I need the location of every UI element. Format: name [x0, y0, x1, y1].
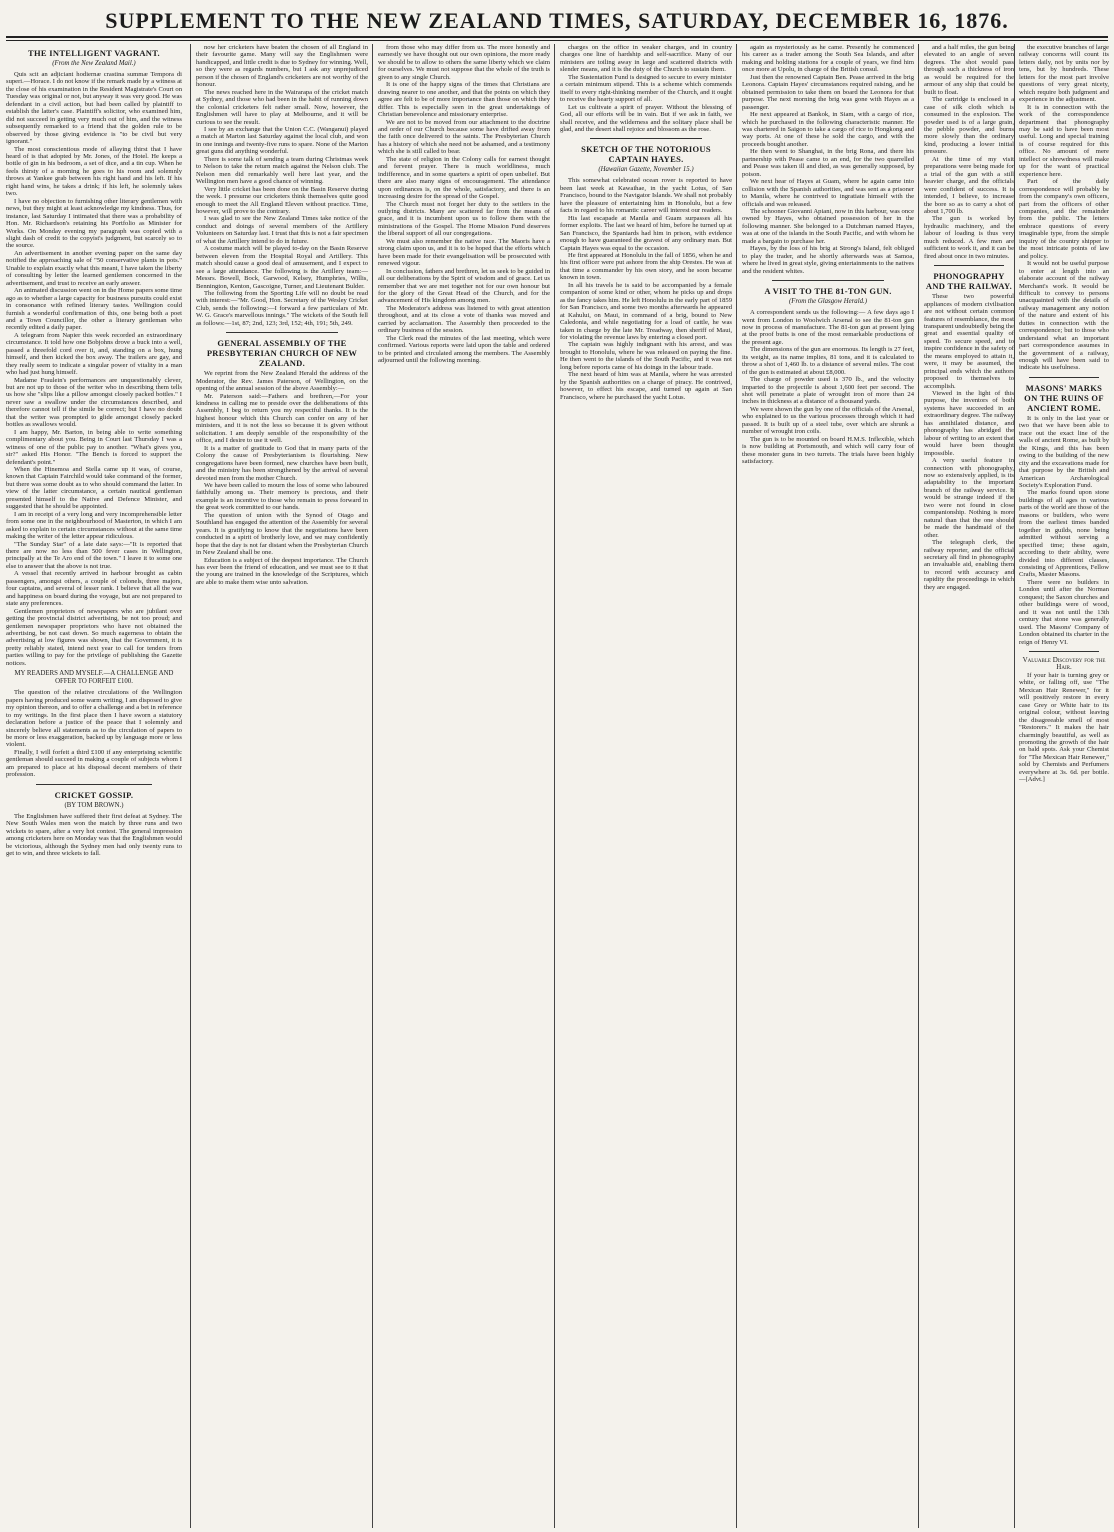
paragraph: We reprint from the New Zealand Herald the address of the Moderator, the Rev. James Paterson, of Wellington, on the opening of the annual session of the above Assembly:— — [196, 370, 368, 393]
paragraph: The gun is to be mounted on board H.M.S. Inflexible, which is now building at Portsmouth, and which will carry four of these monster guns in two turrets. The trials have been highly satisfactory. — [742, 435, 914, 466]
paragraph: We have been called to mourn the loss of some who laboured faithfully among us. Their memory is precious, and their example is an incentive to those who remain to press forward in the great work committed to our hands. — [196, 482, 368, 512]
paragraph: Quis scit an adjiciant hodiernæ crastina summæ Tempora di superi.—Horace. I do not know if the remark made by a witness at the close of his examination in the Resident Magistrate's Court on Tuesday was original or not, but anyway it was very good. He was defendant in a civil action, but had been called by plaintiff to establish the latter's case. Plaintiff's solicitor, who examined him, did not succeed in getting very much out of him, and the witness subsequently remarked to a friend that the golden rule to be observed by those giving evidence is "to be civil but very ignorant." — [6, 71, 182, 146]
article-byline: (BY TOM BROWN.) — [64, 801, 124, 809]
paragraph: In conclusion, fathers and brethren, let us seek to be guided in all our deliberations by the Spirit of wisdom and of grace. Let us remember that we are met together not for our own honour but for the glory of the Great Head of the Church, and for the advancement of His kingdom among men. — [378, 267, 550, 305]
paragraph: A costume match will be played to-day on the Basin Reserve between eleven from the Hospital Royal and Artillery. This match should cause a good deal of amusement, and I expect to see a large attendance. The following is the Artillery team:—Messrs. Bowell, Bock, Garwood, Kelsey, Humphries, Willis, Bennington, Kenton, Gascoigne, Turner, and Lieutenant Bulder. — [196, 245, 368, 290]
paragraph: He first appeared at Honolulu in the fall of 1856, when he and his first officer were put ashore from the ship Orestes. He was at that time a commander by his own story, and he soon became known in town. — [560, 251, 732, 282]
paragraph: His last escapade at Manila and Guam surpasses all his former exploits. The last we heard of him, before he turned up at San Francisco, the Spaniards had him in prison, with evidence enough to have guaranteed the gravest of any ordinary man. But Captain Hayes was equal to the occasion. — [560, 214, 732, 252]
paragraph: The telegraph clerk, the railway reporter, and the official secretary all find in phonography an invaluable aid, enabling them to record with accuracy and rapidity the proceedings in which they are engaged. — [924, 539, 1014, 591]
paragraph: A telegram from Napier this week recorded an extraordinary circumstance. It told how one Bobjohns drove a buck into a well, passed a threefold cord over it, and, standing on a box, hung himself, and then kicked the box away. The trailers are gay, and they really seem to indicate a singular power of vitality in a man who had just hung himself. — [6, 331, 182, 377]
paragraph: I have no objection to furnishing other literary gentlemen with news, but they might at least acknowledge my kindness. Thus, for instance, last Saturday I intimated that there was a probability of Hon. Mr. Richardson's retaining his Portfolio as Minister for Works. On Monday evening my paragraph was copied with a slight dash of credit to the copyist's judgment, but scarcely so to the source. — [6, 197, 182, 250]
paragraph: The cartridge is enclosed in a case of silk cloth which is consumed in the explosion. The powder used is of a large grain, the pebble powder, and burns more slowly than the ordinary kind, producing a lower initial pressure. — [924, 96, 1014, 156]
paragraph: It is in connection with the work of the correspondence department that phonography may be said to have been most useful. Long and special training is of course required for this office. No amount of mere intellect or shrewdness will make up for the want of practical experience here. — [1019, 103, 1109, 178]
paragraph: The schooner Giovanni Apiani, now in this harbour, was once owned by Hayes, who obtained possession of her in the following manner. She belonged to a Dutchman named Hayes, was at one of the islands in the South Pacific, and with whom he made a bargain to purchase her. — [742, 207, 914, 245]
paragraph: This somewhat celebrated ocean rover is reported to have been last week at Kawaihae, in the yacht Lotus, of San Francisco, bound to the Navigator Islands. We shall not probably have the pleasure of entertaining him in Honolulu, but a few facts in regard to his romantic career will interest our readers. — [560, 177, 732, 215]
article-heading: SKETCH OF THE NOTORIOUS CAPTAIN HAYES. — [581, 144, 711, 165]
paragraph: A correspondent sends us the following:— A few days ago I went from London to Woolwich Arsenal to see the 81-ton gun now in process of manufacture. The 81-ton gun at present lying at the proof butts is one of the most remarkable productions of the present age. — [742, 309, 914, 346]
paragraph: We were shown the gun by one of the officials of the Arsenal, who explained to us the various processes through which it had passed. It is built up of a steel tube, over which are shrunk a number of wrought iron coils. — [742, 405, 914, 436]
paragraph: I am in receipt of a very long and very incomprehensible letter from some one in the neighbourhood of Masterton, in which I am asked to explain to certain circumstances without at the same time making the writer of the letter appear ridiculous. — [6, 510, 182, 541]
paragraph: Gentlemen proprietors of newspapers who are jubilant over getting the provincial district advertising, be not too proud; and gentlemen newspaper proprietors who have not obtained the advertising, be not cast down. So much eagerness to obtain the advertising at low figures was shown, that the Government, it is pretty reliably stated, intend next year to call for tenders from parties willing to pay for the privilege of publishing the Gazette notices. — [6, 607, 182, 667]
divider — [590, 138, 702, 139]
paragraph: It is only in the last year or two that we have been able to trace out the exact line of the walls of ancient Rome, as built by the Kings, and this has been owing to the building of the new city and the excavations made for that purpose by the British and American Archæological Society's Exploration Fund. — [1019, 414, 1109, 490]
article-source: (Hawaiian Gazette, November 15.) — [598, 166, 694, 174]
paragraph: A very useful feature in connection with phonography, now so extensively applied, is its adaptability to the important branch of the railway service. It would be strange indeed if the two were not found in close companionship. Nothing is more natural than that the one should be made the handmaid of the other. — [924, 457, 1014, 539]
article-heading: THE INTELLIGENT VAGRANT. — [28, 48, 160, 58]
divider — [772, 280, 884, 281]
masthead-title: SUPPLEMENT TO THE NEW ZEALAND TIMES, SATURDAY, DECEMBER 16, 1876. — [105, 8, 1009, 33]
paragraph: At the time of my visit preparations were being made for a trial of the gun with a still heavier charge, and the officials were confident of success. It is intended, I believe, to increase the bore so as to carry a shot of about 1,700 lb. — [924, 155, 1014, 215]
article-heading: CRICKET GOSSIP. — [54, 789, 134, 800]
article-heading: MASONS' MARKS ON THE RUINS OF ANCIENT ROME. — [1024, 382, 1104, 413]
paragraph: Finally, I will forfeit a third £100 if any enterprising scientific gentleman should succeed in making a couple of subjects whom I am prepared to place at his disposal decent members of their profession. — [6, 748, 182, 779]
paragraph: Just then the renowned Captain Ben. Pease arrived in the brig Leonora. Captain Hayes' circumstances required raising, and he obtained permission to take them on board the Leonora for that purpose. The next morning the brig was gone with Hayes as a passenger. — [742, 73, 914, 111]
divider — [1029, 651, 1099, 652]
paragraph: The marks found upon stone buildings of all ages in various parts of the world are those of the masons or builders, who were from the earliest times banded together in guilds, none being admitted without serving a specified time; these again, according to their ability, were divided into different classes, consisting of Apprentices, Fellow Crafts, Master Masons. — [1019, 489, 1109, 579]
paragraph: The Clerk read the minutes of the last meeting, which were confirmed. Various reports were laid upon the table and ordered to be printed and circulated among the members. The Assembly adjourned until the following morning. — [378, 334, 550, 365]
paragraph: Madame Fraulein's performances are unquestionably clever, but are not up to those of the writer who in describing them tells us how she "slips like a pillow amongst closely packed bottles." I never saw a swallow under the circumstances described, and therefore cannot tell if the simile be correct; but I have no doubt that the writer was prompted to glide amongst closely packed bottles as swallows would. — [6, 376, 182, 429]
paragraph: The captain was highly indignant with his arrest, and was brought to Honolulu, where he was released on paying the fine. He then went to the islands of the South Pacific, and it was not long before reports came of his doings in the labour trade. — [560, 341, 732, 371]
article-source: (From the New Zealand Mail.) — [52, 60, 136, 67]
paragraph: The most conscientious mode of allaying thirst that I have heard of is that adopted by Mr. Jones, of the Hotel. He keeps a bottle of gin in his bedroom, a set of dice, and a tin cup. When he feels thirsty of a morning he goes to his room and solemnly throws at Yankee grab between his right hand and his left. If his right hand wins, he takes a drink; if his left, he solemnly takes two. — [6, 145, 182, 198]
paragraph: The Sustentation Fund is designed to secure to every minister a certain minimum stipend. This is a scheme which commends itself to every right-thinking member of the Church, and it ought to receive the hearty support of all. — [560, 73, 732, 104]
column-7 — [1014, 44, 1109, 1528]
paragraph: We are not to be moved from our attachment to the doctrine and order of our Church because some have drifted away from the faith once delivered to the saints. The Presbyterian Church has a history of which she need not be ashamed, and a testimony which she is still called to bear. — [378, 118, 550, 156]
paragraph: The charge of powder used is 370 lb., and the velocity imparted to the projectile is about 1,600 feet per second. The shot will penetrate a plate of wrought iron of more than 24 inches in thickness at a distance of a thousand yards. — [742, 376, 914, 406]
column-2 — [190, 44, 368, 1528]
paragraph: The next heard of him was at Manila, where he was arrested by the Spanish authorities on a charge of piracy. He contrived, however, to effect his escape, and turned up again at San Francisco, where he purchased the yacht Lotus. — [560, 371, 732, 401]
article-source: (From the Glasgow Herald.) — [789, 298, 867, 306]
paragraph: Viewed in the light of this purpose, the inventors of both systems have succeeded in an extraordinary degree. The railway has annihilated distance, and phonography has abridged the labour of writing to an extent that would have been thought impossible. — [924, 390, 1014, 457]
paragraph: These two powerful appliances of modern civilisation are not without certain common features of resemblance, the most transparent undoubtedly being the great and essential quality of speed. To secure speed, and to inspire confidence in the safety of the means employed to attain it, were, it may be assumed, the principal ends which the authors proposed to themselves to accomplish. — [924, 293, 1014, 390]
paragraph: charges on the office in weaker charges, and in country charges one line of hardship and self-sacrifice. Many of our ministers are toiling away in large and scattered districts with slender means, and it is the duty of the Church to sustain them. — [560, 44, 732, 74]
column-3 — [372, 44, 550, 1528]
paragraph: We next hear of Hayes at Guam, where he again came into collision with the Spanish authorities, and was sent as a prisoner to Manila, where he contrived to ingratiate himself with the officials and was released. — [742, 178, 914, 208]
paragraph: He next appeared at Bankok, in Siam, with a cargo of rice, which he purchased in the following characteristic manner. He was chartered in Saigon to take a cargo of rice to Hongkong and way ports. At one of these he sold the cargo, and with the proceeds bought another. — [742, 111, 914, 148]
advertisement-heading: Valuable Discovery for the Hair. — [1022, 655, 1106, 672]
paragraph: It would not be useful purpose to enter at length into an elaborate account of the railway Merchant's work. It would be difficult to convey to persons unacquainted with the details of railway management any notion of the nature and extent of his duties in connection with the correspondence; but to those who understand what an important part correspondence assumes in the government of a railway, enough will have been said to indicate his usefulness. — [1019, 260, 1109, 372]
paragraph: An advertisement in another evening paper on the same day notified the approaching sale of "50 conservative plants in pots." Unable to explain exactly what this meant, I have taken the liberty of consulting by letter the learned gentlemen concerned in the advertisement, and trust to receive an early answer. — [6, 249, 182, 287]
column-1 — [6, 44, 182, 1528]
paragraph: Mr. Paterson said:—Fathers and brethren,—For your kindness in calling me to preside over the deliberations of this Assembly, I beg to return you my respectful thanks. It is the highest honour which this Church can confer on any of her ministers, and it is not the less so because it is given without solicitation. I am deeply sensible of the responsibility of the office, and I desire to use it well. — [196, 392, 368, 445]
article-heading: PHONOGRAPHY AND THE RAILWAY. — [925, 271, 1013, 292]
divider — [226, 332, 338, 333]
paragraph: from those who may differ from us. The more honestly and earnestly we have thought out our own opinions, the more ready we should be to allow to others the same liberty which we claim for ourselves. We must not suppose that the whole of the truth is given to any single Church. — [378, 44, 550, 81]
advertisement-text: If your hair is turning grey or white, or falling off, use "The Mexican Hair Renewer," for it will positively restore in every case Grey or White hair to its original colour, without leaving the disagreeable smell of most "Restorers." It makes the hair charmingly beautiful, as well as promoting the growth of the hair on bald spots. Ask your Chemist for "The Mexican Hair Renewer," sold by Chemists and Perfumers everywhere at 3s. 6d. per bottle.—[Advt.] — [1019, 671, 1109, 784]
column-4 — [554, 44, 732, 1528]
paragraph: and a half miles, the gun being elevated to an angle of seven degrees. The shot would pass through such a thickness of iron as would be required for the armour of any ship that could be built to float. — [924, 44, 1014, 96]
column-6 — [918, 44, 1014, 1528]
paragraph: Let us cultivate a spirit of prayer. Without the blessing of God, all our efforts will be in vain. But if we ask in faith, we shall receive, and the wilderness and the solitary place shall be glad, and the desert shall rejoice and blossom as the rose. — [560, 103, 732, 133]
paragraph: Hayes, by the loss of his brig at Strong's Island, felt obliged to play the trader, and he shortly afterwards was at Samoa, where he lived in great style, giving entertainments to the natives and the resident whites. — [742, 245, 914, 275]
paragraph: the executive branches of large railway concerns will count its letters daily, not by units nor by tens, but by hundreds. These letters for the most part involve questions of very great nicety, which require both judgment and experience in the adjustment. — [1019, 44, 1109, 104]
paragraph: Education is a subject of the deepest importance. The Church has ever been the friend of education, and we must see to it that the young are trained in the knowledge of the Scriptures, which are able to make them wise unto salvation. — [196, 556, 368, 586]
section-heading: MY READERS AND MYSELF.—A CHALLENGE AND OFFER TO FORFEIT £100. — [14, 670, 174, 686]
paragraph: There were no builders in London until after the Norman conquest; the Saxon churches and other buildings were of wood, and it was not until the 13th century that stone was generally used. The Masons' Company of London obtained its charter in the reign of Henry VI. — [1019, 578, 1109, 646]
paragraph: The Englishmen have suffered their first defeat at Sydney. The New South Wales men won the match by three runs and two wickets to spare, after a very hot contest. The general impression among cricketers here on Monday was that the Englishmen would be victorious, although the Sydney men had only twenty runs to get to win, and three wickets to fall. — [6, 812, 182, 857]
column-5 — [736, 44, 914, 1528]
paragraph: The following from the Sporting Life will no doubt be read with interest:—"Mr. Good, Hon. Secretary of the Wesley Cricket Club, sends the following:—I forward a few particulars of Mr. W. G. Grace's marvellous innings." The wickets of the South fell as follows:—1st, 87; 2nd, 123; 3rd, 152; 4th, 191; 5th, 249. — [196, 289, 368, 327]
paragraph: In all his travels he is said to be accompanied by a female companion of some kind or other, whom he picks up and drops as the fancy takes him. He left Honolulu in the early part of 1859 for San Francisco, and some two months afterwards he appeared at Kahului, on Maui, in command of a brig, bound to New Caledonia, and while negotiating for a load of cattle, he was taken in charge by the late Mr. Treadway, then sheriff of Maui, for violating the revenue laws by entering a closed port. — [560, 281, 732, 341]
paragraph: He then went to Shanghai, in the brig Rona, and there his partnership with Pease came to an end, for the two quarrelled and Pease was taken ill and died, as was generally supposed, by poison. — [742, 148, 914, 178]
paragraph: We must also remember the native race. The Maoris have a strong claim upon us, and it is to be hoped that the efforts which have been made for their evangelisation will be prosecuted with renewed vigour. — [378, 237, 550, 268]
paragraph: now her cricketers have beaten the chosen of all England in their favourite game. Many will say the Englishmen were handicapped, and little credit is due to Sydney for winning. Well, so they were as regards numbers, but I ask any unprejudiced person if the chosen of England's cricketers are not worthy of the honour. — [196, 44, 368, 89]
paragraph: I am happy, Mr. Barton, in being able to write something complimentary about you. Being in Court last Thursday I was a witness of one of the public pay to another. "What's gives you, sir?" asked His Honor. "The Bench is forced to support the defendant's point." — [6, 428, 182, 466]
paragraph: I was glad to see the New Zealand Times take notice of the conduct and doings of several members of the Artillery Volunteers on Saturday last. I trust that this is not a fair specimen of what the Artillery intend to do in future. — [196, 215, 368, 245]
paragraph: An animated discussion went on in the Home papers some time ago as to whether a large capacity for business pursuits could exist in consonance with refined literary tastes. Wellington could furnish a wonderful confirmation of this, one being both a poet and a Town Councillor, the other a literary gentleman who recently edited a daily paper. — [6, 287, 182, 332]
paragraph: When the Hinemoa and Stella came up it was, of course, known that Captain Fairchild would take command of the former, but there was some doubt as to who should command the latter. In view of the latter circumstance, a certain nautical gentleman presented himself to the Native and Defence Minister, and suggested that he should be appointed. — [6, 466, 182, 511]
paragraph: "The Sunday Star" of a late date says:—"It is reported that there are now no less than 500 fever cases in Wellington, principally at the Te Aro end of the town." I leave it to some one else to answer that the above is not true. — [6, 540, 182, 570]
masthead-rule — [6, 36, 1108, 38]
paragraph: The Moderator's address was listened to with great attention throughout, and at its close a vote of thanks was moved and carried by acclamation. The Assembly then proceeded to the ordinary business of the session. — [378, 304, 550, 335]
paragraph: I see by an exchange that the Union C.C. (Wanganui) played a match at Marton last Saturday against the local club, and won in one innings and twenty-five runs to spare. None of the Marton great guns did anything wonderful. — [196, 125, 368, 156]
paragraph: The Church must not forget her duty to the settlers in the outlying districts. Many are scattered far from the means of grace, and it is incumbent upon us to follow them with the ministrations of the Gospel. The Home Mission Fund deserves the liberal support of all our congregations. — [378, 200, 550, 238]
article-heading: A VISIT TO THE 81-TON GUN. — [764, 286, 892, 297]
masthead-rule-thin — [6, 40, 1108, 41]
paragraph: The gun is worked by hydraulic machinery, and the labour of loading is thus very much reduced. A few men are sufficient to work it, and it can be fired about once in two minutes. — [924, 215, 1014, 260]
paragraph: The state of religion in the Colony calls for earnest thought and fervent prayer. There is much worldliness, much indifference, and in some quarters a spirit of open unbelief. But there are also many signs of encouragement. The attendance upon ordinances is, on the whole, satisfactory, and there is an increasing desire for the spread of the Gospel. — [378, 155, 550, 201]
article-heading: GENERAL ASSEMBLY OF THE PRESBYTERIAN CHURCH OF NEW ZEALAND. — [206, 338, 358, 369]
paragraph: The news reached here in the Wairarapa of the cricket match at Sydney, and those who had been in the habit of running down the colonial cricketers felt rather small. Now, however, the Englishmen will have to play at Melbourne, and it will be curious to see the result. — [196, 88, 368, 126]
paragraph: The question of union with the Synod of Otago and Southland has engaged the attention of the Assembly for several years. It is gratifying to know that the negotiations have been conducted in a spirit of brotherly love, and we may confidently hope that the day is not far distant when the Presbyterian Church in New Zealand shall be one. — [196, 511, 368, 557]
divider — [36, 784, 152, 785]
masthead — [0, 0, 1114, 38]
paragraph: Part of the daily correspondence will probably be from the company's own officers, part from the officers of other companies, and the remainder from the public. The letters embrace questions of every imaginable type, from the simple inquiry of the country shipper to the most intricate points of law and policy. — [1019, 178, 1109, 260]
paragraph: A vessel that recently arrived in harbour brought as cabin passengers, amongst others, a couple of colonels, three majors, four captains, and several of lesser rank. I believe that all the war and happiness on board during the voyage, but are not prepared to state any preferences. — [6, 570, 182, 608]
divider — [1029, 377, 1099, 378]
paragraph: Very little cricket has been done on the Basin Reserve during the week. I presume our cricketers think themselves quite good enough to meet the All England Eleven without practice. Time, however, will prove to the contrary. — [196, 185, 368, 215]
paragraph: It is a matter of gratitude to God that in many parts of the Colony the cause of Presbyterianism is flourishing. New congregations have been formed, new churches have been built, and the ministry has been strengthened by the arrival of several devoted men from the mother Church. — [196, 444, 368, 482]
paragraph: The question of the relative circulations of the Wellington papers having produced some warm writing, I am disposed to give my opinion thereon, and to offer a challenge and a bet in reference to my writings. In the first place then I have sworn a statutory declaration before a justice of the peace that I solemnly and sincerely believe all statements as to the circulation of papers to be more or less exaggeration, backed up by language more or less violent. — [6, 689, 182, 749]
paragraph: It is one of the happy signs of the times that Christians are drawing nearer to one another, and that the points on which they agree are felt to be of more importance than those on which they differ. This is especially seen in the great undertakings of Christian benevolence and missionary enterprise. — [378, 81, 550, 119]
divider — [934, 265, 1004, 266]
paragraph: again as mysteriously as he came. Presently he commenced his career as a trader among the South Sea Islands, and after making and holding stations for a couple of years, we find him once more at Upolu, in charge of the British consul. — [742, 44, 914, 74]
paragraph: There is some talk of sending a team during Christmas week to Nelson to take the return match against the Nelson club. The Nelson men did remarkably well here last year, and the Wellington men have a good chance of winning. — [196, 155, 368, 186]
paragraph: The dimensions of the gun are enormous. Its length is 27 feet, its weight, as its name implies, 81 tons, and it is calculated to throw a shot of 1,460 lb. to a distance of several miles. The cost of the gun is estimated at about £8,000. — [742, 346, 914, 376]
